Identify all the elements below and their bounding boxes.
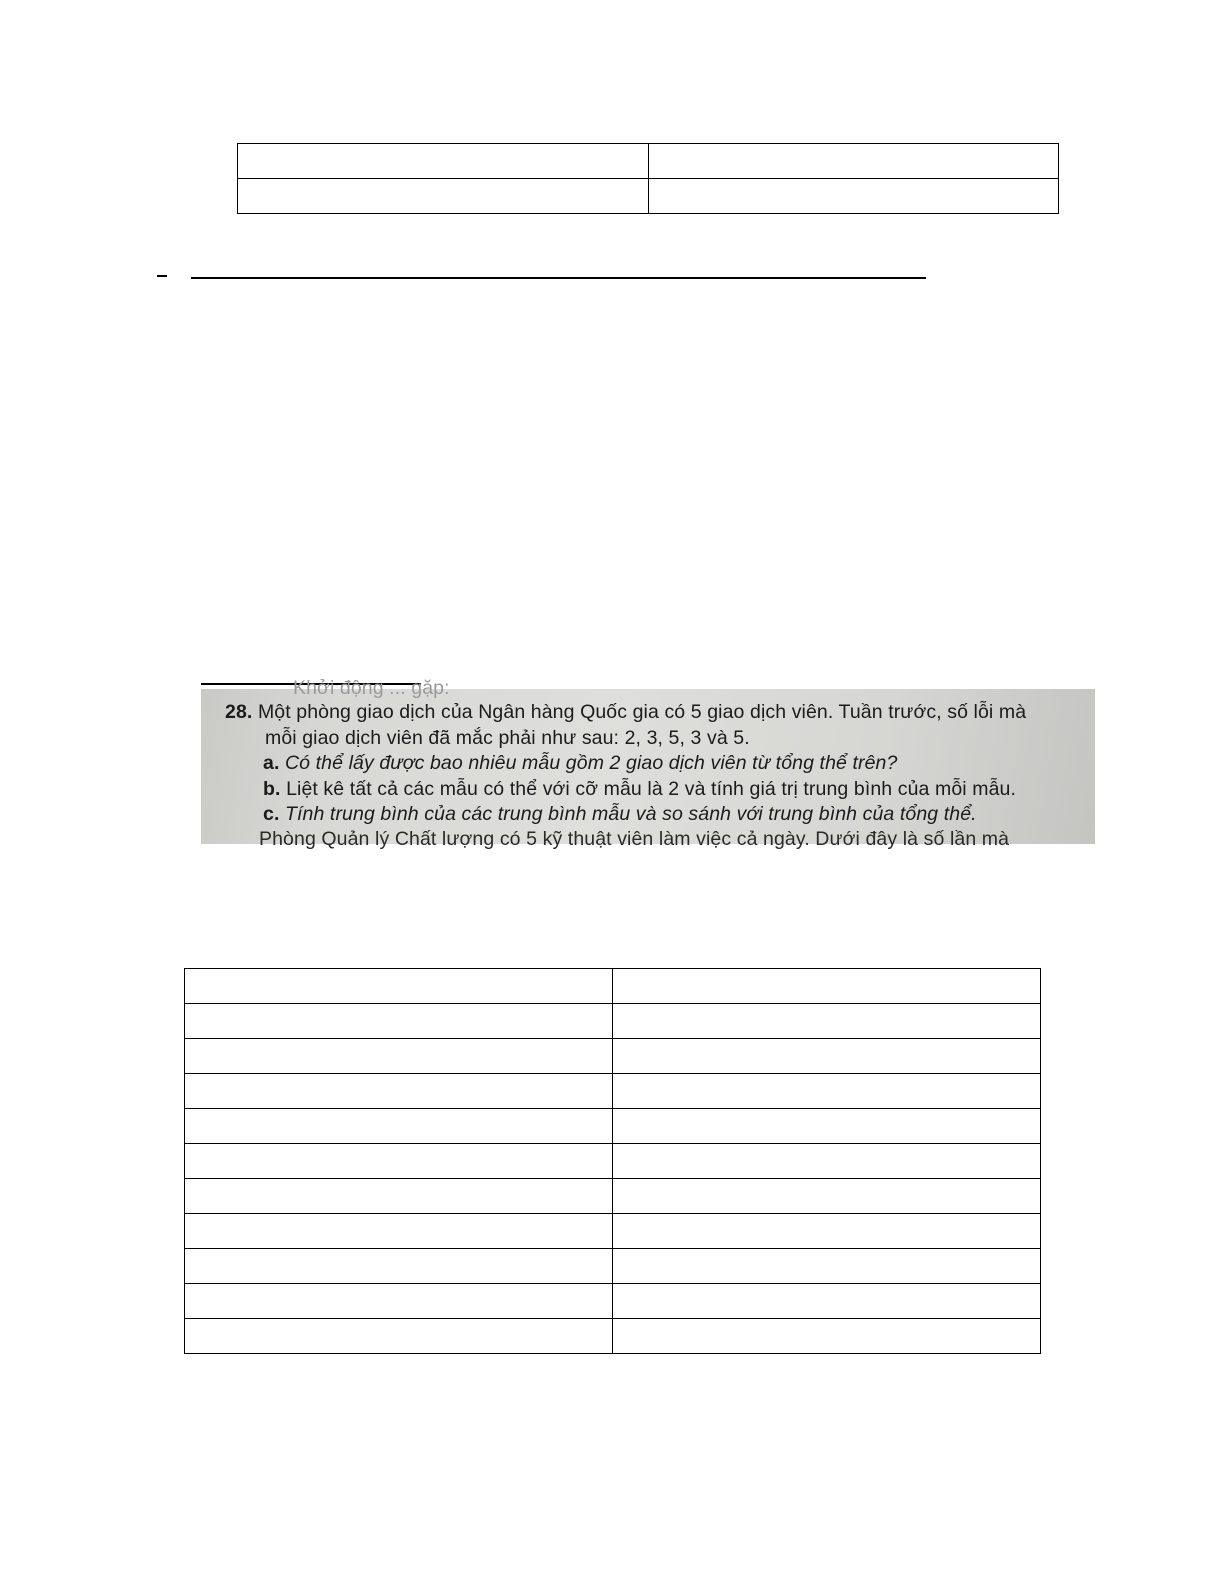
bottom_table-row	[185, 1284, 1041, 1319]
bottom-empty-table	[184, 968, 1041, 1354]
bottom_table-cell	[185, 1179, 613, 1214]
horizontal-rule	[191, 277, 926, 279]
part-a	[263, 752, 897, 775]
bottom_table-row	[185, 1214, 1041, 1249]
problem-number: 28.	[225, 701, 253, 723]
bottom_table-cell	[185, 1074, 613, 1109]
bottom_table-row	[185, 1249, 1041, 1284]
bottom_table-cell	[185, 969, 613, 1004]
bottom_table-cell	[185, 1039, 613, 1074]
bottom_table-row	[185, 1109, 1041, 1144]
bottom_table-cell	[613, 1039, 1041, 1074]
bottom_table-cell	[613, 1004, 1041, 1039]
cut-off-top-line: Khởi động ... gặp:	[293, 677, 450, 699]
part-a-label: a.	[263, 752, 280, 774]
part-b-text: Liệt kê tất cả các mẫu có thể với cỡ mẫu là 2 và tính giá trị trung bình của mỗi mẫu.	[286, 778, 1016, 800]
part-c-text: Tính trung bình của các trung bình mẫu và so sánh với trung bình của tổng thể.	[285, 803, 977, 825]
bottom_table-cell	[185, 1109, 613, 1144]
part-b	[263, 778, 1016, 801]
bottom_table-row	[185, 1144, 1041, 1179]
bottom_table-cell	[613, 1319, 1041, 1354]
bottom_table-row	[185, 1319, 1041, 1354]
next-problem-cut-line: Phòng Quản lý Chất lượng có 5 kỹ thuật viên làm việc cả ngày. Dưới đây là số lần mà	[259, 828, 1010, 850]
top_table-cell	[238, 179, 649, 214]
bottom_table-cell	[613, 1179, 1041, 1214]
top-empty-table	[237, 143, 1059, 214]
problem-text-line-2: mỗi giao dịch viên đã mắc phải như sau: 2, 3, 5, 3 và 5.	[265, 727, 750, 749]
bottom_table-cell	[613, 1284, 1041, 1319]
bottom_table-cell	[613, 1144, 1041, 1179]
part-b-label: b.	[263, 778, 281, 800]
part-c-label: c.	[263, 803, 280, 825]
bottom_table-cell	[613, 1214, 1041, 1249]
bottom_table-cell	[185, 1319, 613, 1354]
bottom_table-cell	[613, 969, 1041, 1004]
bottom_table-cell	[185, 1144, 613, 1179]
bottom_table-cell	[185, 1214, 613, 1249]
bottom_table-row	[185, 1179, 1041, 1214]
bottom_table-row	[185, 1039, 1041, 1074]
top_table-cell	[238, 144, 649, 179]
short-dash	[157, 275, 167, 277]
problem-text-line-1: Một phòng giao dịch của Ngân hàng Quốc gia có 5 giao dịch viên. Tuần trước, số lỗi mà	[257, 701, 1027, 723]
bottom_table-cell	[185, 1284, 613, 1319]
textbook-photo-excerpt	[201, 677, 1095, 850]
bottom_table-row	[185, 969, 1041, 1004]
top_table-cell	[648, 144, 1059, 179]
bottom_table-cell	[613, 1249, 1041, 1284]
bottom_table-row	[185, 1004, 1041, 1039]
problem-line-1	[225, 701, 1026, 724]
part-c	[263, 803, 977, 826]
bottom_table-cell	[185, 1249, 613, 1284]
bottom_table-cell	[613, 1074, 1041, 1109]
top_table-row	[238, 144, 1059, 179]
bottom_table-row	[185, 1074, 1041, 1109]
part-a-text: Có thể lấy được bao nhiêu mẫu gồm 2 giao dịch viên từ tổng thể trên?	[285, 752, 898, 774]
top_table-row	[238, 179, 1059, 214]
bottom_table-cell	[185, 1004, 613, 1039]
top_table-cell	[648, 179, 1059, 214]
bottom_table-cell	[613, 1109, 1041, 1144]
